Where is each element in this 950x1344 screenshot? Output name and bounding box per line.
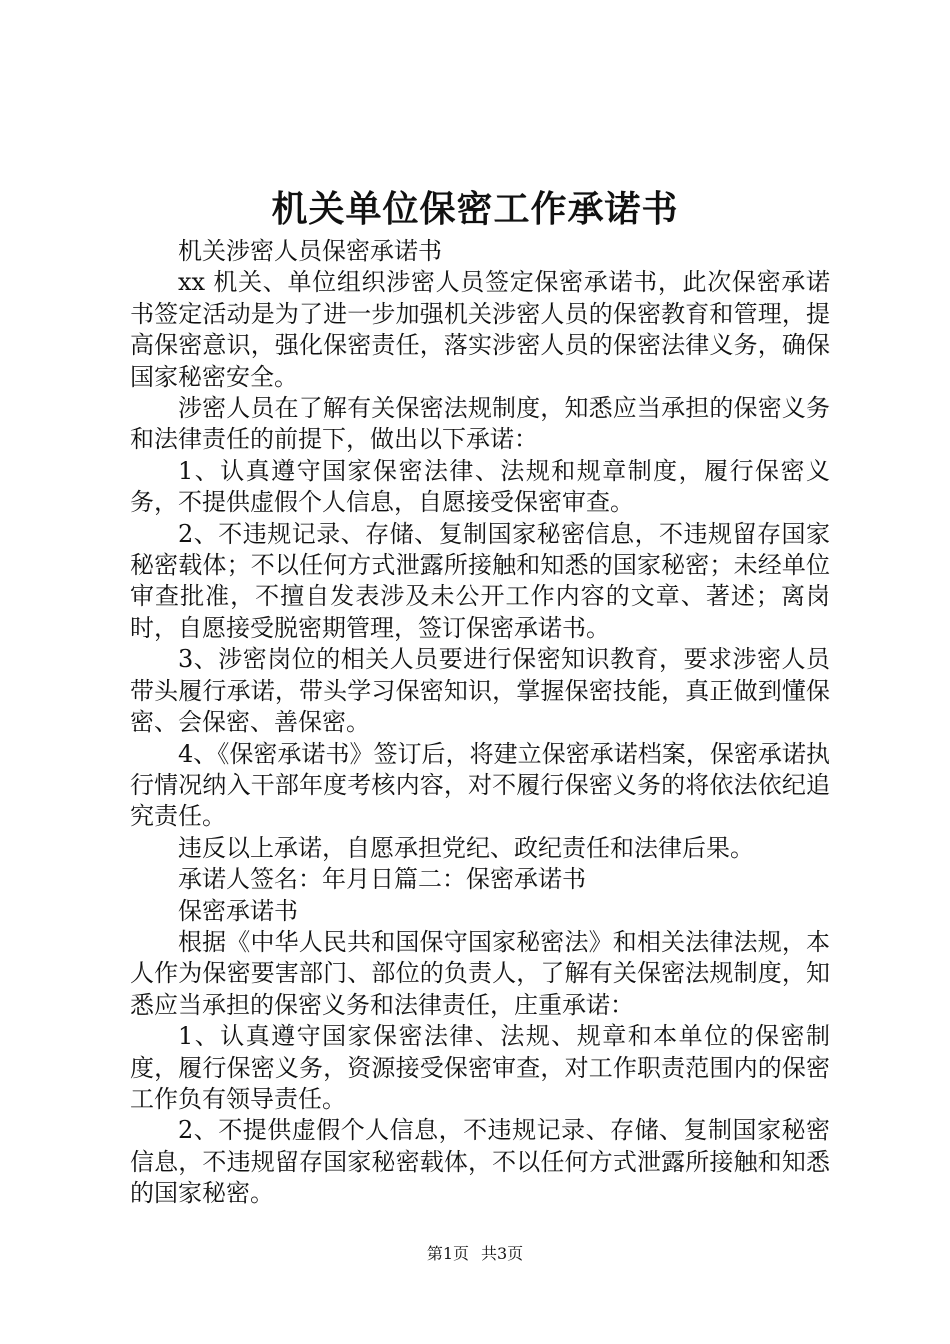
- paragraph: 机关涉密人员保密承诺书: [178, 237, 442, 265]
- paragraph: 违反以上承诺，自愿承担党纪、政纪责任和法律后果。: [178, 833, 754, 862]
- paragraph: 1、认真遵守国家保密法律、法规、规章和本单位的保密制度，履行保密义务，资源接受保密审查，对工作职责范围内的保密工作负有领导责任。: [130, 1022, 830, 1113]
- paragraph: 2、不违规记录、存储、复制国家秘密信息，不违规留存国家秘密载体；不以任何方式泄露所接触和知悉的国家秘密；未经单位审查批准，不擅自发表涉及未公开工作内容的文章、著述；离岗时，自愿接受脱密期管理，签订保密承诺书。: [130, 519, 830, 642]
- paragraph: 涉密人员在了解有关保密法规制度，知悉应当承担的保密义务和法律责任的前提下，做出以下承诺：: [130, 394, 830, 454]
- paragraph: 2、不提供虚假个人信息，不违规记录、存储、复制国家秘密信息，不违规留存国家秘密载体，不以任何方式泄露所接触和知悉的国家秘密。: [130, 1116, 830, 1208]
- paragraph: xx 机关、单位组织涉密人员签定保密承诺书，此次保密承诺书签定活动是为了进一步加强机关涉密人员的保密教育和管理，提高保密意识，强化保密责任，落实涉密人员的保密法律义务，确保国家秘密安全。: [130, 268, 830, 391]
- page-footer: [0, 1243, 950, 1265]
- document-title: 机关单位保密工作承诺书: [271, 188, 679, 230]
- paragraph: 4、《保密承诺书》签订后，将建立保密承诺档案，保密承诺执行情况纳入干部年度考核内容，对不履行保密义务的将依法依纪追究责任。: [130, 739, 830, 831]
- paragraph: 1、认真遵守国家保密法律、法规和规章制度，履行保密义务，不提供虚假个人信息，自愿接受保密审查。: [130, 456, 830, 517]
- document-body: [130, 236, 830, 1210]
- paragraph: 3、涉密岗位的相关人员要进行保密知识教育，要求涉密人员带头履行承诺，带头学习保密知识，掌握保密技能，真正做到懂保密、会保密、善保密。: [130, 645, 830, 737]
- paragraph: 根据《中华人民共和国保守国家秘密法》和相关法律法规，本人作为保密要害部门、部位的负责人，了解有关保密法规制度，知悉应当承担的保密义务和法律责任，庄重承诺：: [130, 927, 830, 1019]
- page-total: 共3页: [481, 1244, 524, 1263]
- paragraph: 承诺人签名：年月日篇二：保密承诺书: [178, 865, 586, 894]
- page-number: 第1页: [426, 1244, 469, 1263]
- paragraph: 保密承诺书: [178, 896, 298, 925]
